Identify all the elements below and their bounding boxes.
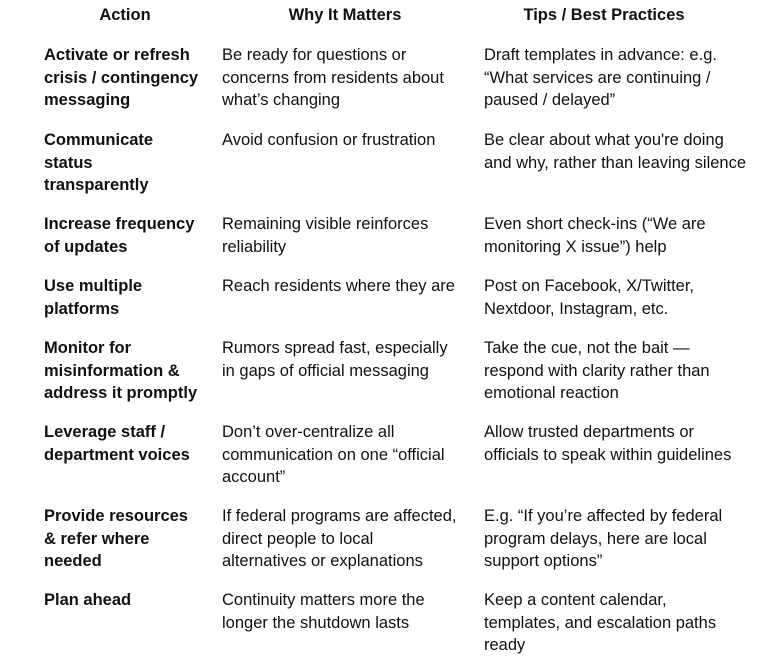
- action-cell: Leverage staff / department voices: [44, 423, 190, 464]
- tips-cell: Be clear about what you're doing and why, rather than leaving silence: [484, 131, 747, 172]
- action-cell: Plan ahead: [44, 591, 132, 609]
- tips-cell: E.g. “If you’re affected by federal program delays, here are local support options”: [484, 507, 723, 570]
- why-cell: Be ready for questions or concerns from residents about what’s changing: [222, 46, 444, 109]
- tips-cell: Draft templates in advance: e.g. “What services are continuing / paused / delayed”: [484, 46, 717, 109]
- tips-cell: Allow trusted departments or officials to speak within guidelines: [484, 423, 732, 464]
- action-cell: Increase frequency of updates: [44, 215, 195, 256]
- header-why-it-matters: Why It Matters: [288, 6, 402, 24]
- why-cell: Avoid confusion or frustration: [222, 131, 436, 149]
- action-cell: Use multiple platforms: [44, 277, 143, 318]
- action-cell: Monitor for misinformation & address it promptly: [44, 339, 198, 402]
- why-cell: If federal programs are affected, direct people to local alternatives or explanations: [222, 507, 457, 570]
- why-cell: Continuity matters more the longer the shutdown lasts: [222, 591, 425, 632]
- why-cell: Rumors spread fast, especially in gaps of official messaging: [222, 339, 448, 380]
- tips-cell: Post on Facebook, X/Twitter, Nextdoor, Instagram, etc.: [484, 277, 695, 318]
- tips-cell: Keep a content calendar, templates, and escalation paths ready: [484, 591, 717, 654]
- action-cell: Activate or refresh crisis / contingency messaging: [44, 46, 199, 109]
- header-tips: Tips / Best Practices: [523, 6, 685, 24]
- header-action: Action: [99, 6, 151, 24]
- tips-cell: Even short check-ins (“We are monitoring X issue”) help: [484, 215, 706, 256]
- table-header-row: [0, 0, 768, 32]
- tips-cell: Take the cue, not the bait — respond with clarity rather than emotional reaction: [484, 339, 710, 402]
- why-cell: Remaining visible reinforces reliability: [222, 215, 429, 256]
- action-cell: Communicate status transparently: [44, 131, 154, 194]
- action-cell: Provide resources & refer where needed: [44, 507, 188, 570]
- why-cell: Don’t over-centralize all communication on one “official account”: [222, 423, 445, 486]
- why-cell: Reach residents where they are: [222, 277, 455, 295]
